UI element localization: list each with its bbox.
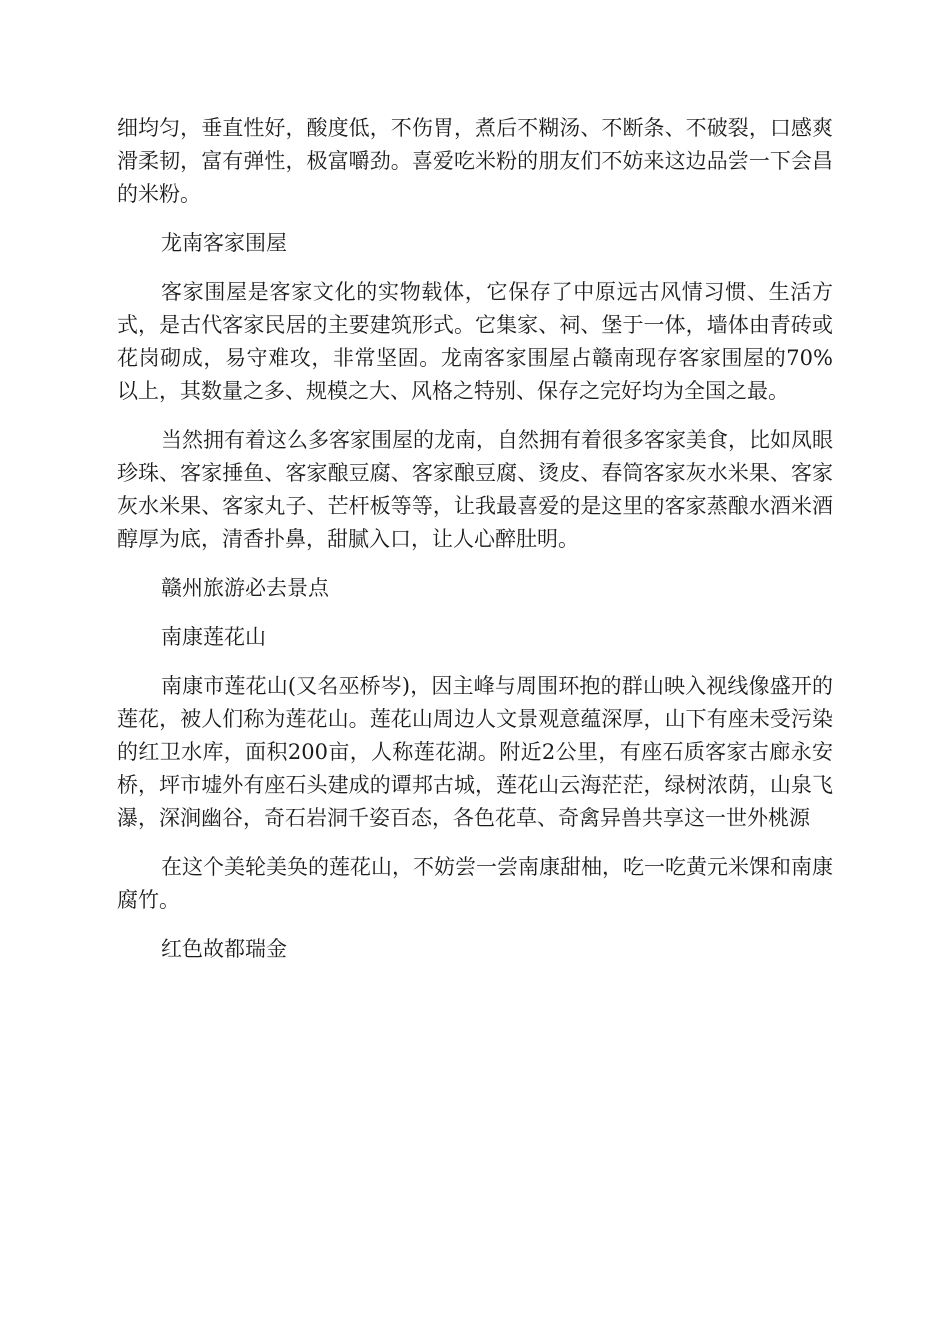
heading-red-capital-ruijin: 红色故都瑞金 <box>161 937 287 961</box>
paragraph-walled-house-description: 客家围屋是客家文化的实物载体，它保存了中原远古风情习惯、生活方式，是古代客家民居的主要建筑形式。它集家、祠、堡于一体，墙体由青砖或花岗砌成，易守难攻，非常坚固。龙南客家围屋占赣南现存客家围屋的70%以上，其数量之多、规模之大、风格之特别、保存之完好均为全国之最。 <box>117 280 833 403</box>
paragraph-hakka-food: 当然拥有着这么多客家围屋的龙南，自然拥有着很多客家美食，比如凤眼珍珠、客家捶鱼、客家酿豆腐、客家酿豆腐、烫皮、春筒客家灰水米果、客家灰水米果、客家丸子、芒杆板等等，让我最喜爱的是这里的客家蒸酿水酒米酒醇厚为底，清香扑鼻，甜腻入口，让人心醉肚明。 <box>117 428 833 551</box>
paragraph-lotus-mountain-description: 南康市莲花山(又名巫桥岑)，因主峰与周围环抱的群山映入视线像盛开的莲花，被人们称为莲花山。莲花山周边人文景观意蕴深厚，山下有座未受污染的红卫水库，面积200亩，人称莲花湖。附近2公里，有座石质客家古廊永安桥，坪市墟外有座石头建成的谭邦古城，莲花山云海茫茫，绿树浓荫，山泉飞瀑，深涧幽谷，奇石岩洞千姿百态，各色花草、奇禽异兽共享这一世外桃源 <box>117 674 833 830</box>
heading-nankang-lotus-mountain: 南康莲花山 <box>161 625 266 649</box>
heading-longnan-hakka-walled-house: 龙南客家围屋 <box>161 231 287 255</box>
paragraph-rice-noodles: 细均匀，垂直性好，酸度低，不伤胃，煮后不糊汤、不断条、不破裂，口感爽滑柔韧，富有弹性，极富嚼劲。喜爱吃米粉的朋友们不妨来这边品尝一下会昌的米粉。 <box>117 116 833 206</box>
paragraph-lotus-mountain-food: 在这个美轮美奂的莲花山，不妨尝一尝南康甜柚，吃一吃黄元米馃和南康腐竹。 <box>117 855 833 912</box>
heading-ganzhou-attractions: 赣州旅游必去景点 <box>161 576 329 600</box>
document-body <box>117 112 833 982</box>
